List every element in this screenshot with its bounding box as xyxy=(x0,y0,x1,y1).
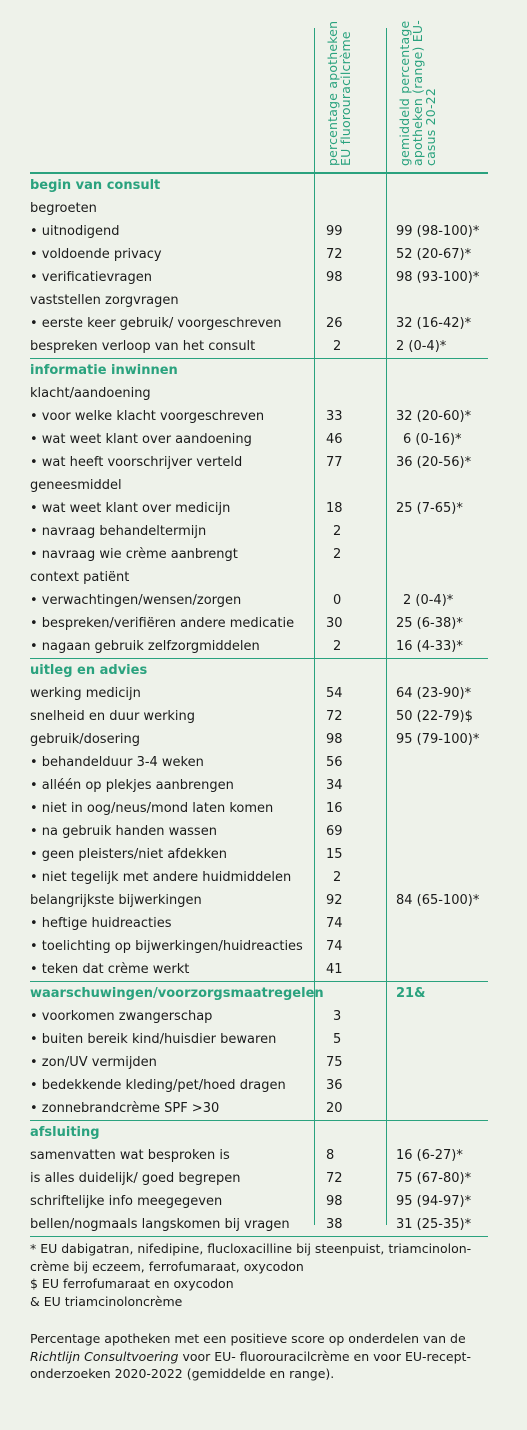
table-row xyxy=(30,428,488,451)
row-label: schriftelijke info meegegeven xyxy=(30,1194,223,1209)
table-row xyxy=(30,774,488,797)
value-average-range: 16 (4-33)* xyxy=(396,639,463,654)
value-average-range: 84 (65-100)* xyxy=(396,893,480,908)
value-average-range: 52 (20-67)* xyxy=(396,247,472,262)
section-header xyxy=(30,359,488,382)
row-label: • niet tegelijk met andere huidmiddelen xyxy=(30,870,292,885)
row-label: samenvatten wat besproken is xyxy=(30,1148,230,1163)
row-label: • zon/UV vermijden xyxy=(30,1055,157,1070)
row-label: • buiten bereik kind/huisdier bewaren xyxy=(30,1032,277,1047)
row-label: is alles duidelijk/ goed begrepen xyxy=(30,1171,241,1186)
row-label: • voorkomen zwangerschap xyxy=(30,1009,213,1024)
value-percentage: 72 xyxy=(326,247,343,262)
row-label: • alléén op plekjes aanbrengen xyxy=(30,778,234,793)
table-row xyxy=(30,866,488,889)
footnote-ampersand: & EU triamcinoloncrème xyxy=(30,1293,183,1309)
table-row xyxy=(30,889,488,912)
table-row xyxy=(30,1144,488,1167)
row-label: werking medicijn xyxy=(30,686,141,701)
table-row xyxy=(30,566,488,589)
value-percentage: 99 xyxy=(326,224,343,239)
row-label: • toelichting op bijwerkingen/huidreacties xyxy=(30,939,303,954)
table-row xyxy=(30,312,488,335)
value-percentage: 46 xyxy=(326,432,343,447)
value-percentage: 0 xyxy=(333,593,342,608)
row-label: uitleg en advies xyxy=(30,663,148,678)
value-percentage: 5 xyxy=(333,1032,342,1047)
table-row xyxy=(30,935,488,958)
row-label: • eerste keer gebruik/ voorgeschreven xyxy=(30,316,282,331)
section-header xyxy=(30,174,488,197)
row-label: afsluiting xyxy=(30,1125,100,1140)
row-label: • voldoende privacy xyxy=(30,247,162,262)
value-percentage: 3 xyxy=(333,1009,342,1024)
table-row xyxy=(30,1051,488,1074)
value-percentage: 20 xyxy=(326,1101,343,1116)
value-percentage: 15 xyxy=(326,847,343,862)
row-label: begin van consult xyxy=(30,178,161,193)
value-percentage: 36 xyxy=(326,1078,343,1093)
value-percentage: 98 xyxy=(326,1194,343,1209)
table-row xyxy=(30,612,488,635)
row-label: belangrijkste bijwerkingen xyxy=(30,893,202,908)
table-row xyxy=(30,497,488,520)
footnotes xyxy=(30,1240,500,1383)
value-percentage: 18 xyxy=(326,501,343,516)
value-average-range: 95 (79-100)* xyxy=(396,732,480,747)
value-average-range: 98 (93-100)* xyxy=(396,270,480,285)
value-average-range: 64 (23-90)* xyxy=(396,686,472,701)
row-label: • bespreken/verifiëren andere medicatie xyxy=(30,616,295,631)
value-average-range: 99 (98-100)* xyxy=(396,224,480,239)
row-label: • zonnebrandcrème SPF >30 xyxy=(30,1101,220,1116)
table-caption: Percentage apotheken met een positieve score op onderdelen van de Richtlijn Consultvoering voor EU- fluorouracilcrème en voor EU-recept-onderzoeken 2020-2022 (gemiddelde en range). xyxy=(30,1331,471,1381)
table-row xyxy=(30,1190,488,1213)
table-row xyxy=(30,335,488,359)
value-percentage: 33 xyxy=(326,409,343,424)
value-average-range: 75 (67-80)* xyxy=(396,1171,472,1186)
table-row xyxy=(30,797,488,820)
value-average-range: 50 (22-79)$ xyxy=(396,709,473,724)
table-row xyxy=(30,474,488,497)
value-percentage: 16 xyxy=(326,801,343,816)
table-row xyxy=(30,728,488,751)
value-percentage: 92 xyxy=(326,893,343,908)
row-label: • voor welke klacht voorgeschreven xyxy=(30,409,265,424)
row-label: context patiënt xyxy=(30,570,130,585)
section-header xyxy=(30,659,488,682)
value-percentage: 77 xyxy=(326,455,343,470)
row-label: • geen pleisters/niet afdekken xyxy=(30,847,227,862)
row-label: vaststellen zorgvragen xyxy=(30,293,179,308)
row-label: • navraag behandeltermijn xyxy=(30,524,207,539)
table-row xyxy=(30,197,488,220)
value-average-range: 36 (20-56)* xyxy=(396,455,472,470)
table-row xyxy=(30,705,488,728)
value-percentage: 72 xyxy=(326,709,343,724)
row-label: informatie inwinnen xyxy=(30,363,178,378)
table-row xyxy=(30,912,488,935)
row-label: • wat weet klant over aandoening xyxy=(30,432,252,447)
value-percentage: 8 xyxy=(326,1148,335,1163)
table-row xyxy=(30,243,488,266)
value-percentage: 98 xyxy=(326,732,343,747)
row-label: • na gebruik handen wassen xyxy=(30,824,217,839)
value-percentage: 69 xyxy=(326,824,343,839)
value-percentage: 2 xyxy=(333,639,342,654)
row-label: snelheid en duur werking xyxy=(30,709,196,724)
table-row xyxy=(30,1074,488,1097)
value-percentage: 30 xyxy=(326,616,343,631)
column-header-average: gemiddeld percentage apotheken (range) EU-casus 20-22 xyxy=(397,20,438,166)
table-row xyxy=(30,1167,488,1190)
value-average-range: 25 (7-65)* xyxy=(396,501,463,516)
column-header-percentage: percentage apotheken EU fluorouracilcrème xyxy=(325,20,353,166)
value-average-range: 6 (0-16)* xyxy=(403,432,462,447)
table-row xyxy=(30,1097,488,1121)
value-percentage: 2 xyxy=(333,524,342,539)
row-label: • niet in oog/neus/mond laten komen xyxy=(30,801,274,816)
section-header xyxy=(30,982,488,1005)
caption-guideline-title: Richtlijn Consultvoering xyxy=(30,1348,179,1364)
value-percentage: 54 xyxy=(326,686,343,701)
row-label: • bedekkende kleding/pet/hoed dragen xyxy=(30,1078,286,1093)
table-row xyxy=(30,1028,488,1051)
row-label: • behandelduur 3-4 weken xyxy=(30,755,204,770)
row-label: • navraag wie crème aanbrengt xyxy=(30,547,238,562)
value-average-range: 31 (25-35)* xyxy=(396,1217,472,1232)
value-average-range: 32 (20-60)* xyxy=(396,409,472,424)
row-label: • wat heeft voorschrijver verteld xyxy=(30,455,243,470)
value-average-range: 16 (6-27)* xyxy=(396,1148,463,1163)
row-label: • wat weet klant over medicijn xyxy=(30,501,231,516)
table-row xyxy=(30,820,488,843)
value-percentage: 2 xyxy=(333,870,342,885)
table-row xyxy=(30,751,488,774)
row-label: begroeten xyxy=(30,201,97,216)
table-row xyxy=(30,682,488,705)
row-label: • nagaan gebruik zelfzorgmiddelen xyxy=(30,639,260,654)
value-percentage: 74 xyxy=(326,916,343,931)
table-row xyxy=(30,405,488,428)
value-average-range: 25 (6-38)* xyxy=(396,616,463,631)
row-label: bellen/nogmaals langskomen bij vragen xyxy=(30,1217,290,1232)
value-percentage: 38 xyxy=(326,1217,343,1232)
table-header xyxy=(30,0,488,174)
table-row xyxy=(30,635,488,659)
row-label: • teken dat crème werkt xyxy=(30,962,190,977)
value-percentage: 98 xyxy=(326,270,343,285)
value-average-range: 95 (94-97)* xyxy=(396,1194,472,1209)
value-average-range: 2 (0-4)* xyxy=(396,339,447,354)
table-row xyxy=(30,589,488,612)
value-percentage: 72 xyxy=(326,1171,343,1186)
value-percentage: 34 xyxy=(326,778,343,793)
table-row xyxy=(30,543,488,566)
table-row xyxy=(30,451,488,474)
table-row xyxy=(30,958,488,982)
results-table xyxy=(30,0,488,1237)
table-row xyxy=(30,1005,488,1028)
row-label: klacht/aandoening xyxy=(30,386,151,401)
value-average-range: 21& xyxy=(396,986,426,1001)
value-percentage: 2 xyxy=(333,339,342,354)
value-average-range: 32 (16-42)* xyxy=(396,316,472,331)
row-label: • verificatievragen xyxy=(30,270,152,285)
row-label: • uitnodigend xyxy=(30,224,120,239)
table-row xyxy=(30,843,488,866)
table-row xyxy=(30,266,488,289)
row-label: • heftige huidreacties xyxy=(30,916,172,931)
value-percentage: 41 xyxy=(326,962,343,977)
row-label: geneesmiddel xyxy=(30,478,122,493)
value-percentage: 2 xyxy=(333,547,342,562)
row-label: waarschuwingen/voorzorgsmaatregelen xyxy=(30,986,324,1001)
table-row xyxy=(30,289,488,312)
value-percentage: 74 xyxy=(326,939,343,954)
row-label: gebruik/dosering xyxy=(30,732,141,747)
section-header xyxy=(30,1121,488,1144)
table-body xyxy=(30,174,488,1237)
table-row xyxy=(30,520,488,543)
footnote-dollar: $ EU ferrofumaraat en oxycodon xyxy=(30,1276,234,1291)
value-percentage: 75 xyxy=(326,1055,343,1070)
table-row xyxy=(30,382,488,405)
value-average-range: 2 (0-4)* xyxy=(403,593,454,608)
row-label: • verwachtingen/wensen/zorgen xyxy=(30,593,242,608)
table-row xyxy=(30,1213,488,1237)
row-label: bespreken verloop van het consult xyxy=(30,339,256,354)
table-row xyxy=(30,220,488,243)
footnote-asterisk: * EU dabigatran, nifedipine, flucloxacilline bij steenpuist, triamcinolon-crème bij eczeem, ferrofumaraat, oxycodon xyxy=(30,1241,472,1274)
value-percentage: 56 xyxy=(326,755,343,770)
value-percentage: 26 xyxy=(326,316,343,331)
